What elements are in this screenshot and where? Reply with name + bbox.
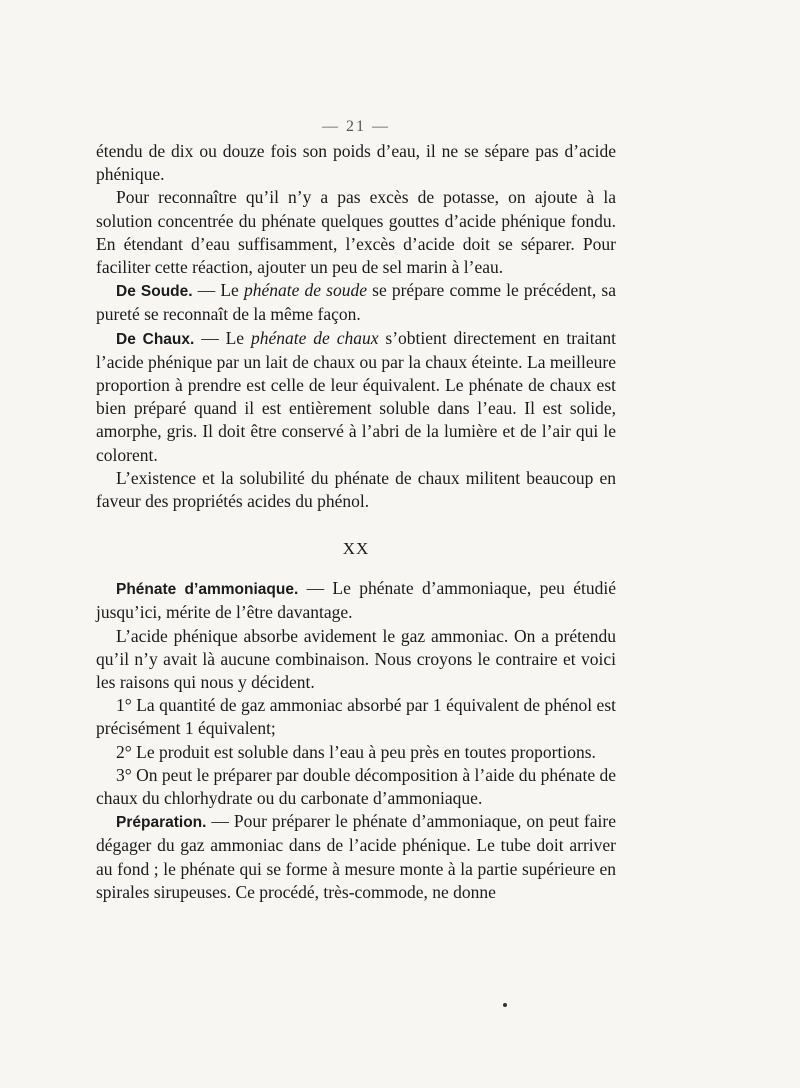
chaux-italic: phénate de chaux [250,327,379,348]
paragraph-potasse: Pour reconnaître qu’il n’y a pas excès de potasse, on ajoute à la solution concentrée du phénate quelques gouttes d’acide phénique fondu. En étendant d’eau suffisamment, l’excès d’acide doit se séparer. Pour faciliter cette réaction, ajouter un peu de sel marin à l’eau. [96,187,616,278]
page-body [96,118,616,904]
chaux-post: s’obtient directement en traitant l’acide phénique par un lait de chaux ou par la chaux éteinte. La meilleure proportion à prendre est celle de leur équivalent. Le phénate de chaux est bien préparé quand il est entièrement soluble dans l’eau. Il est solide, amorphe, gris. Il doit être conservé à l’abri de la lumière et de l’air qui le colorent. [96,327,616,465]
ammoniaque-post: — Le phénate d’ammoniaque, peu étudié jusqu’ici, mérite de l’être davantage. [96,578,616,623]
rubric-chaux: De Chaux. [116,330,195,348]
reason-1: 1° La quantité de gaz ammoniac absorbé par 1 équivalent de phénol est précisément 1 équivalent; [96,695,616,739]
chaux-pre: — Le [194,327,251,348]
paragraph-chaux [96,327,616,467]
section-heading: XX [342,539,370,559]
soude-italic: phénate de soude [243,280,367,301]
ink-speck [503,1003,507,1007]
rubric-ammoniaque: Phénate d’ammoniaque. [116,581,299,599]
paragraph-preparation [96,810,616,904]
soude-pre: — Le [192,280,244,301]
reason-3: 3° On peut le préparer par double décomposition à l’aide du phénate de chaux du chlorhydrate ou du carbonate d’ammoniaque. [96,764,616,809]
rubric-preparation: Préparation. [116,814,207,832]
paragraph-1: étendu de dix ou douze fois son poids d’eau, il ne se sépare pas d’acide phénique. [96,141,616,185]
soude-post: se prépare comme le précédent, sa pureté se reconnaît de la même façon. [96,280,616,325]
paragraph-soude [96,279,616,326]
reason-2: 2° Le produit est soluble dans l’eau à peu près en toutes proportions. [116,741,596,762]
rubric-soude: De Soude. [116,283,193,301]
paragraph-absorbe: L’acide phénique absorbe avidement le gaz ammoniac. On a prétendu qu’il n’y avait là aucune combinaison. Nous croyons le contraire et voici les raisons qui nous y décident. [96,625,616,693]
preparation-post: — Pour préparer le phénate d’ammoniaque, on peut faire dégager du gaz ammoniac dans de l’acide phénique. Le tube doit arriver au fond ; le phénate qui se forme à mesure monte à la partie supérieure en spirales sirupeuses. Ce procédé, très-commode, ne donne [96,811,616,902]
paragraph-ammoniaque [96,577,616,624]
paragraph-existence: L’existence et la solubilité du phénate de chaux militent beaucoup en faveur des propriétés acides du phénol. [96,467,616,512]
page-number: — 21 — [322,118,390,135]
